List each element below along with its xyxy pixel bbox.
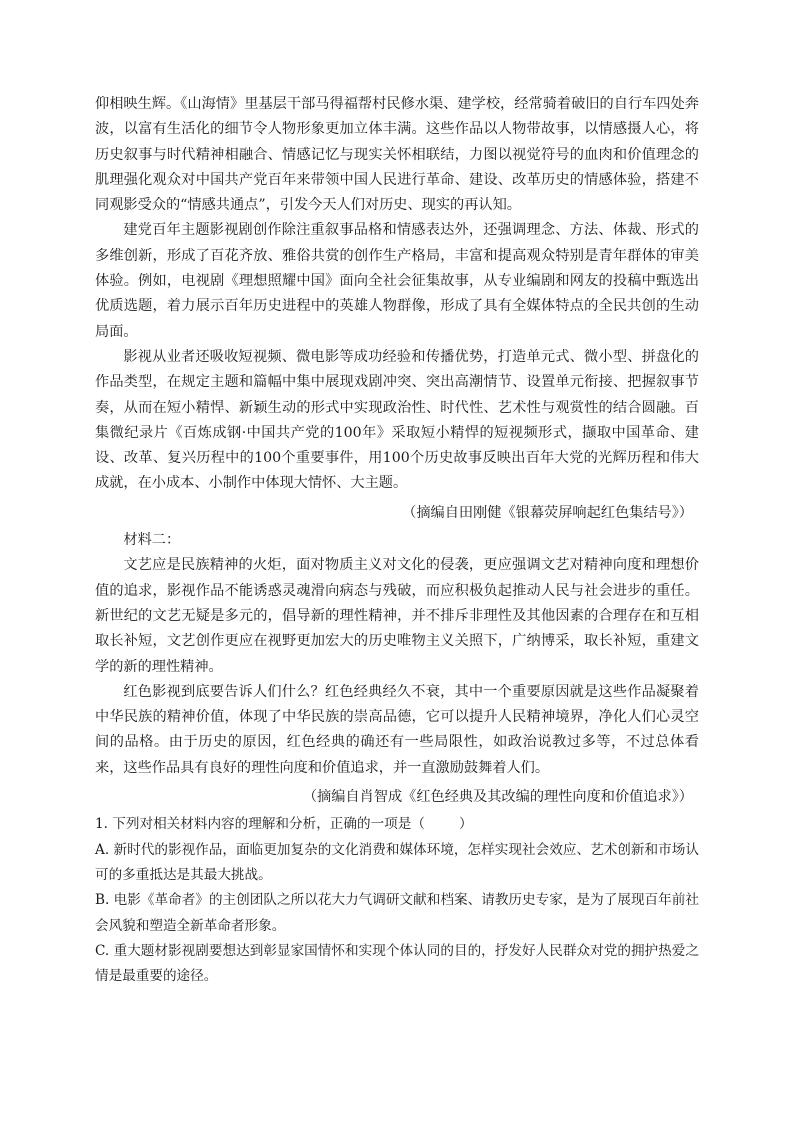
material-two-citation: （摘编自肖智成《红色经典及其改编的理性向度和价值追求》）	[302, 789, 693, 806]
material-one-paragraph-3: 影视从业者还吸收短视频、微电影等成功经验和传播优势，打造单元式、微小型、拼盘化的作品类型，在规定主题和篇幅中集中展现戏剧冲突、突出高潮情节、设置单元衔接、把握叙事节奏，从而在短小精悍、新颖生动的形式中实现政治性、时代性、艺术性与观赏性的结合圆融。百集微纪录片《百炼成钢·中国共产党的100年》采取短小精悍的短视频形式，撷取中国革命、建设、改革、复兴历程中的100个重要事件，用100个历史故事反映出百年大党的光辉历程和伟大成就，在小成本、小制作中体现大情怀、大主题。	[95, 348, 699, 492]
option-a: A. 新时代的影视作品，面临更加复杂的文化消费和媒体环境，怎样实现社会效应、艺术创新和市场认可的多重抵达是其最大挑战。	[95, 841, 699, 883]
material-two-paragraph-2: 红色影视到底要告诉人们什么？红色经典经久不衰，其中一个重要原因就是这些作品凝聚着中华民族的精神价值，体现了中华民族的崇高品德，它可以提升人民精神境界，净化人们心灵空间的品格。由于历史的原因，红色经典的确还有一些局限性，如政治说教过多等，不过总体看来，这些作品具有良好的理性向度和价值追求，并一直激励鼓舞着人们。	[95, 683, 699, 776]
material-two-heading: 材料二：	[123, 532, 181, 549]
question-stem	[95, 812, 699, 837]
material-two-paragraph-1: 文艺应是民族精神的火炬，面对物质主义对文化的侵袭，更应强调文艺对精神向度和理想价值的追求，影视作品不能诱惑灵魂滑向病态与残破，而应积极负起推动人民与社会进步的重任。新世纪的文艺无疑是多元的，倡导新的理性精神，并不排斥非理性及其他因素的合理存在和互相取长补短，文艺创作更应在视野更加宏大的历史唯物主义关照下，广纳博采，取长补短，重建文学的新的理性精神。	[95, 557, 699, 675]
material-one-paragraph-2: 建党百年主题影视剧创作除注重叙事品格和情感表达外，还强调理念、方法、体裁、形式的多维创新，形成了百花齐放、雅俗共赏的创作生产格局，丰富和提高观众特别是青年群体的审美体验。例如，电视剧《理想照耀中国》面向全社会征集故事，从专业编剧和网友的投稿中甄选出优质选题，着力展示百年历史进程中的英雄人物群像，形成了具有全媒体特点的全民共创的生动局面。	[95, 222, 699, 340]
question-stem-text: 1. 下列对相关材料内容的理解和分析，正确的一项是（	[95, 816, 425, 833]
material-one-citation: （摘编自田刚健《银幕荧屏响起红色集结号》）	[402, 504, 693, 521]
material-one-paragraph-1: 仰相映生辉。《山海情》里基层干部马得福帮村民修水渠、建学校，经常骑着破旧的自行车四处奔波，以富有生活化的细节令人物形象更加立体丰满。这些作品以人物带故事，以情感摄人心，将历史叙事与时代精神相融合、情感记忆与现实关怀相联结，力图以视觉符号的血肉和价值理念的肌理强化观众对中国共产党百年来带领中国人民进行革命、建设、改革历史的情感体验，搭建不同观影受众的“情感共通点”，引发今天人们对历史、现实的再认知。	[95, 96, 699, 214]
option-b: B. 电影《革命者》的主创团队之所以花大力气调研文献和档案、请教历史专家，是为了展现百年前社会风貌和塑造全新革命者形象。	[95, 892, 699, 934]
document-page	[95, 92, 699, 989]
question-stem-close: ）	[458, 816, 473, 833]
option-c: C. 重大题材影视剧要想达到彰显家国情怀和实现个体认同的目的，抒发好人民群众对党的拥护热爱之情是最重要的途径。	[95, 942, 699, 985]
